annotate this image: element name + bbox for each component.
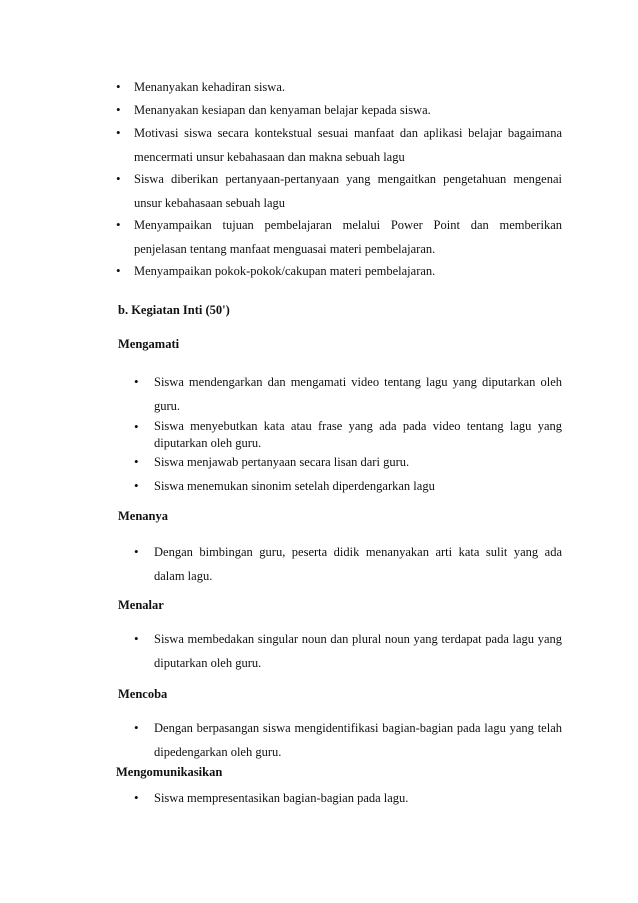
list-item: • Siswa mempresentasikan bagian-bagian pada lagu.: [154, 786, 562, 810]
list-item: • Dengan bimbingan guru, peserta didik menanyakan arti kata sulit yang ada dalam lagu.: [154, 540, 562, 588]
list-item: • Siswa diberikan pertanyaan-pertanyaan yang mengaitkan pengetahuan mengenai unsur kebahasaan sebuah lagu: [134, 167, 562, 215]
section-heading-mengamati: Mengamati: [118, 337, 180, 351]
list-item: • Siswa mendengarkan dan mengamati video tentang lagu yang diputarkan oleh guru.: [154, 370, 562, 418]
list-item: • Siswa menjawab pertanyaan secara lisan dari guru.: [154, 450, 562, 474]
section-heading-mengomunikasikan: Mengomunikasikan: [116, 765, 223, 779]
list-item: • Motivasi siswa secara kontekstual sesuai manfaat dan aplikasi belajar bagaimana mencermati unsur kebahasaan dan makna sebuah lagu: [134, 121, 562, 169]
section-heading-kegiatan-inti: b. Kegiatan Inti (50'): [118, 303, 230, 317]
list-item: • Siswa menyebutkan kata atau frase yang ada pada video tentang lagu yang diputarkan oleh guru.: [154, 418, 562, 452]
list-item: • Siswa menemukan sinonim setelah diperdengarkan lagu: [154, 474, 562, 498]
section-heading-menalar: Menalar: [118, 598, 164, 612]
list-item: • Menyampaikan tujuan pembelajaran melalui Power Point dan memberikan penjelasan tentang manfaat menguasai materi pembelajaran.: [134, 213, 562, 261]
section-heading-mencoba: Mencoba: [118, 687, 168, 701]
list-item: • Menanyakan kesiapan dan kenyaman belajar kepada siswa.: [134, 98, 562, 122]
list-item: • Siswa membedakan singular noun dan plural noun yang terdapat pada lagu yang diputarkan oleh guru.: [154, 627, 562, 675]
list-item: • Menanyakan kehadiran siswa.: [134, 75, 562, 99]
list-item: • Menyampaikan pokok-pokok/cakupan materi pembelajaran.: [134, 259, 562, 283]
list-item: • Dengan berpasangan siswa mengidentifikasi bagian-bagian pada lagu yang telah dipedengarkan oleh guru.: [154, 716, 562, 764]
section-heading-menanya: Menanya: [118, 509, 168, 523]
